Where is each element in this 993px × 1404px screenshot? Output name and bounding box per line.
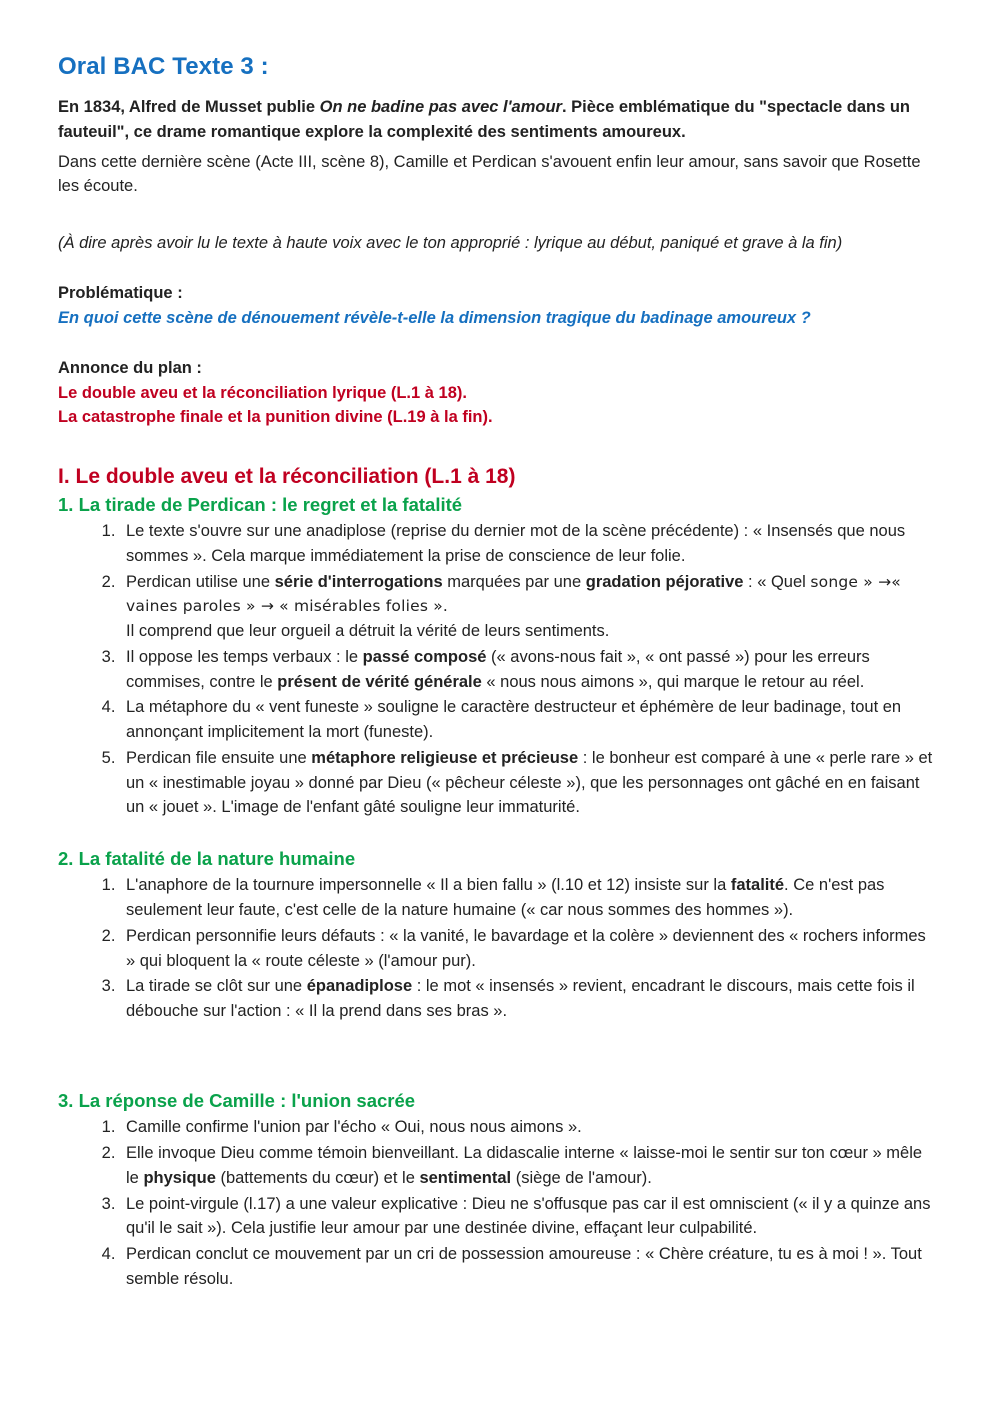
analysis-point-list	[58, 519, 935, 820]
page-title: Oral BAC Texte 3 :	[58, 53, 269, 80]
point-text: : « Quel	[743, 572, 811, 591]
section-heading: 1. La tirade de Perdican : le regret et la fatalité	[58, 493, 463, 515]
intro-text-before-work: En 1834, Alfred de Musset publie	[58, 98, 320, 117]
analysis-point	[120, 974, 935, 1024]
spacer	[58, 821, 935, 847]
spacer	[58, 429, 935, 463]
analysis-point	[120, 873, 935, 923]
spacer	[58, 255, 935, 281]
point-text: Le texte s'ouvre sur une anadiplose (reprise du dernier mot de la scène précédente) : « Insensés que nous sommes ». Cela marque immédiatement la prise de conscience de leur folie.	[126, 522, 906, 565]
point-text: (battements du cœur) et le	[215, 1168, 420, 1187]
intro-paragraph-bold	[58, 95, 935, 144]
point-text: Le point-virgule (l.17) a une valeur explicative : Dieu ne s'offusque pas car il est omniscient (« il y a quinze ans qu'il le sait »). Cela justifie leur amour par une destinée divine, effaçant leur culpabilité.	[126, 1194, 931, 1238]
gradation-sequence: songe » →« vaines paroles » → « misérables folies ».	[126, 572, 901, 616]
emphasis-term: passé composé	[362, 647, 487, 666]
emphasis-term: épanadiplose	[306, 977, 413, 996]
point-text: Perdican conclut ce mouvement par un cri de possession amoureuse : « Chère créature, tu es à moi ! ». Tout semble résolu.	[126, 1245, 922, 1288]
emphasis-term: fatalité	[730, 876, 785, 895]
point-text: marquées par une	[442, 572, 586, 591]
point-text: . Ce n'est pas seulement leur faute, c'est celle de la nature humaine (« car nous sommes des hommes »).	[126, 876, 885, 920]
point-text: (siège de l'amour).	[511, 1168, 652, 1187]
plan-line-2: La catastrophe finale et la punition divine (L.19 à la fin).	[58, 407, 493, 426]
emphasis-term: présent de vérité générale	[277, 672, 482, 691]
analysis-point	[120, 645, 935, 695]
problematique-question: En quoi cette scène de dénouement révèle-t-elle la dimension tragique du badinage amoureux ?	[58, 308, 811, 327]
spacer	[58, 205, 935, 231]
emphasis-term: physique	[143, 1168, 216, 1187]
analysis-point	[120, 1192, 935, 1242]
intro-text-after-work: . Pièce emblématique du "spectacle dans un fauteuil", ce drame romantique explore la complexité des sentiments amoureux.	[58, 98, 910, 141]
analysis-point-list	[58, 1115, 935, 1291]
point-text: Perdican file ensuite une	[126, 748, 312, 767]
analysis-point	[120, 519, 935, 569]
analysis-point	[120, 1141, 935, 1191]
point-text: L'anaphore de la tournure impersonnelle « Il a bien fallu » (l.10 et 12) insiste sur la	[126, 876, 731, 895]
emphasis-term: sentimental	[419, 1168, 512, 1187]
point-text: « nous nous aimons », qui marque le retour au réel.	[481, 672, 865, 691]
analysis-point	[120, 1115, 935, 1140]
section-heading: 2. La fatalité de la nature humaine	[58, 848, 356, 870]
analysis-point	[120, 695, 935, 745]
emphasis-term: gradation péjorative	[585, 572, 744, 591]
point-sub-line: Il comprend que leur orgueil a détruit la vérité de leurs sentiments.	[126, 622, 610, 641]
point-text: : le bonheur est comparé à une « perle rare » et un « inestimable joyau » donné par Dieu (« pêcheur céleste »), que les personnages ont gâché en en faisant un « jouet ». L'image de l'enfant gâté souligne leur immaturité.	[126, 748, 933, 817]
analysis-point	[120, 1242, 935, 1292]
emphasis-term: métaphore religieuse et précieuse	[311, 748, 579, 767]
analysis-point	[120, 746, 935, 820]
analysis-point	[120, 570, 935, 644]
point-text: La tirade se clôt sur une	[126, 977, 307, 996]
sections-container	[58, 493, 935, 1292]
spacer	[58, 1025, 935, 1089]
point-text: (« avons-nous fait », « ont passé ») pour les erreurs commises, contre le	[126, 647, 870, 691]
point-text: Camille confirme l'union par l'écho « Oui, nous nous aimons ».	[126, 1118, 582, 1137]
analysis-point	[120, 924, 935, 974]
plan-label: Annonce du plan :	[58, 359, 202, 378]
point-text: La métaphore du « vent funeste » souligne le caractère destructeur et éphémère de leur badinage, tout en annonçant implicitement la mort (funeste).	[126, 698, 902, 742]
intro-paragraph-regular: Dans cette dernière scène (Acte III, scène 8), Camille et Perdican s'avouent enfin leur amour, sans savoir que Rosette les écoute.	[58, 153, 921, 196]
problematique-label: Problématique :	[58, 284, 183, 303]
emphasis-term: série d'interrogations	[274, 572, 443, 591]
part-one-heading: I. Le double aveu et la réconciliation (L.1 à 18)	[58, 465, 516, 489]
analysis-point-list	[58, 873, 935, 1024]
point-text: Elle invoque Dieu comme témoin bienveillant. La didascalie interne « laisse-moi le sentir sur ton cœur » mêle le	[126, 1144, 923, 1187]
point-text: Perdican utilise une	[126, 572, 275, 591]
stage-direction-note: (À dire après avoir lu le texte à haute voix avec le ton approprié : lyrique au début, paniqué et grave à la fin)	[58, 233, 843, 252]
section-heading: 3. La réponse de Camille : l'union sacrée	[58, 1089, 416, 1111]
point-text: Il oppose les temps verbaux : le	[126, 647, 363, 666]
plan-line-1: Le double aveu et la réconciliation lyrique (L.1 à 18).	[58, 383, 467, 402]
point-text: Perdican personnifie leurs défauts : « la vanité, le bavardage et la colère » deviennent des « rochers informes » qui bloquent la « route céleste » (l'amour pur).	[126, 926, 926, 970]
work-title: On ne badine pas avec l'amour	[319, 98, 562, 117]
spacer	[58, 330, 935, 356]
point-text: : le mot « insensés » revient, encadrant le discours, mais cette fois il débouche sur l'action : « Il la prend dans ses bras ».	[126, 977, 915, 1021]
